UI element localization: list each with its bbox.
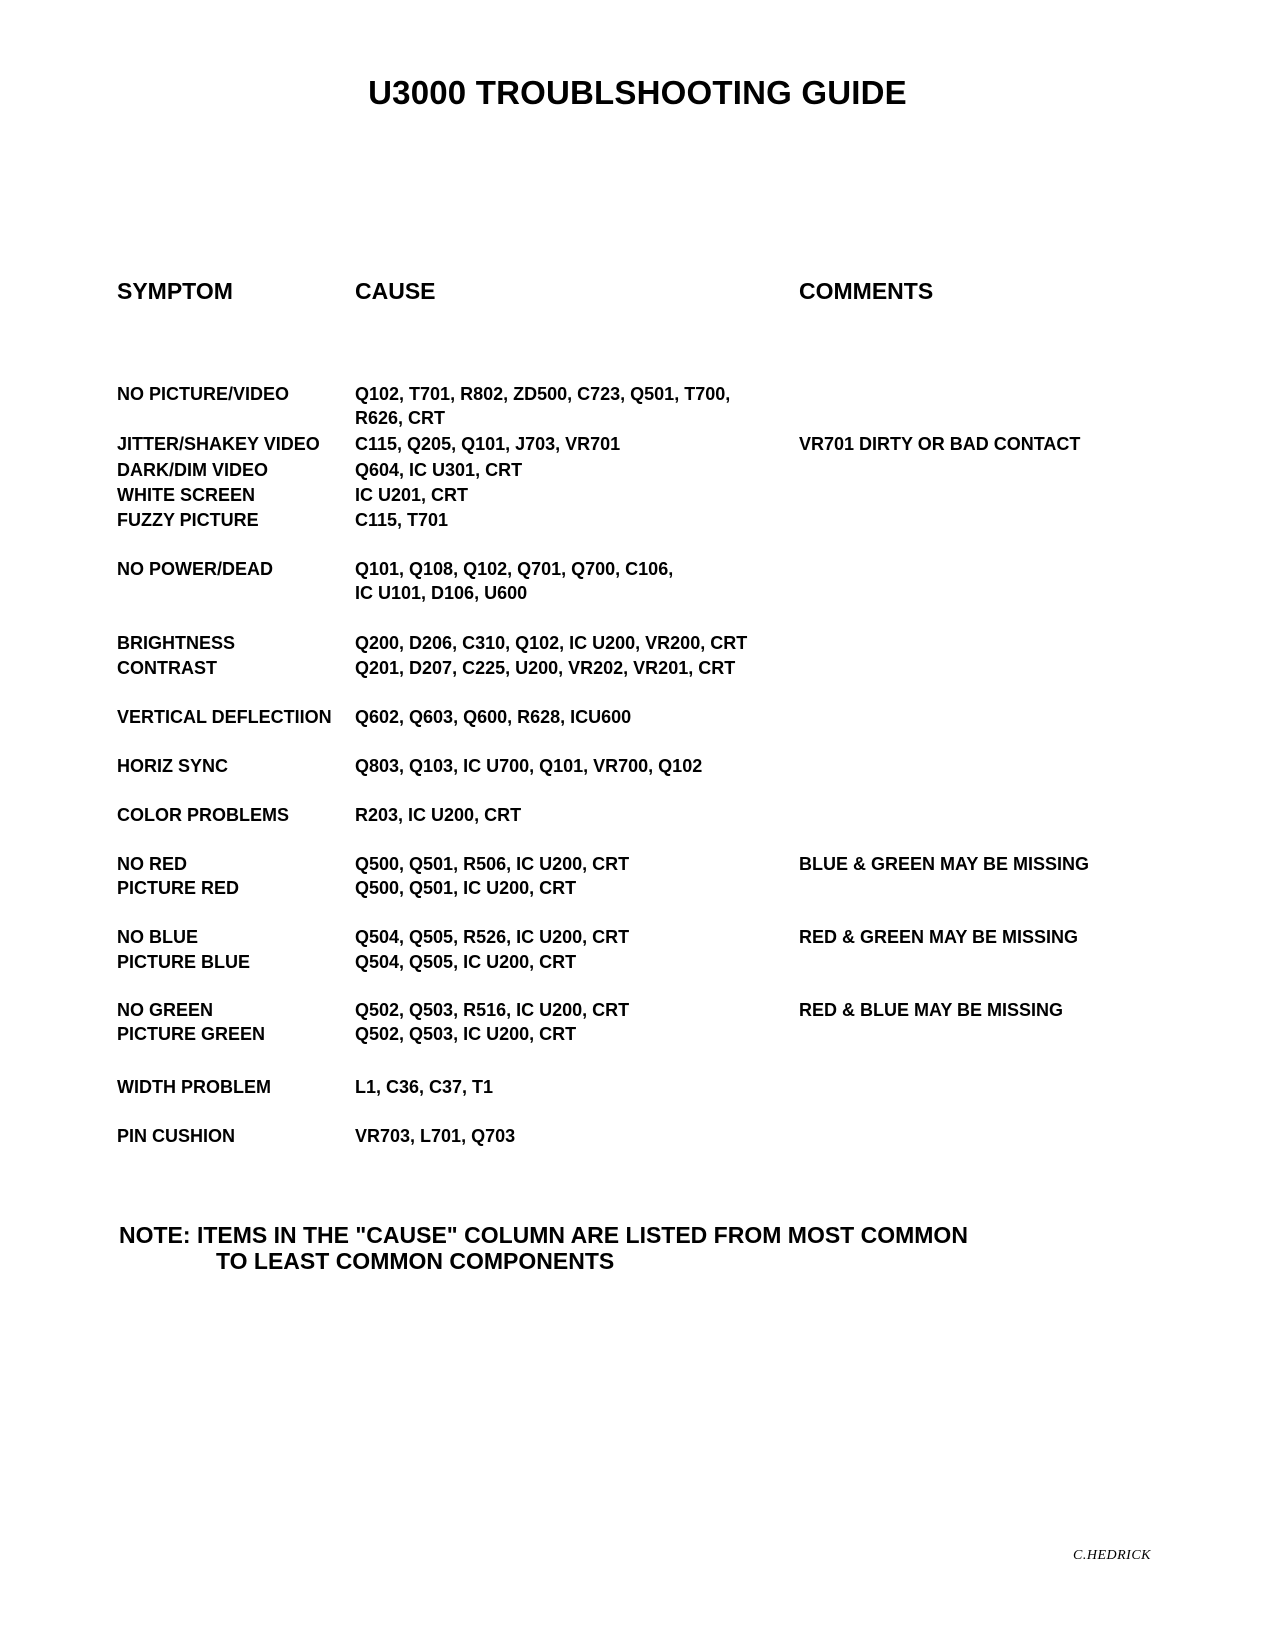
- cause-line: Q500, Q501, IC U200, CRT: [355, 878, 577, 898]
- symptom-cell: PICTURE RED: [117, 878, 240, 898]
- cause-line: Q102, T701, R802, ZD500, C723, Q501, T700,: [355, 384, 731, 404]
- cause-cell: [355, 1124, 515, 1148]
- symptom-cell: NO PICTURE/VIDEO: [117, 384, 290, 404]
- cause-line: C115, T701: [355, 510, 449, 530]
- cause-line: Q201, D207, C225, U200, VR202, VR201, CRT: [355, 658, 736, 678]
- cause-line: Q500, Q501, R506, IC U200, CRT: [355, 854, 630, 874]
- symptom-cell: PICTURE GREEN: [117, 1024, 266, 1044]
- symptom-cell: NO POWER/DEAD: [117, 559, 274, 579]
- cause-cell: [355, 1075, 493, 1099]
- cause-line: R203, IC U200, CRT: [355, 805, 522, 825]
- cause-line: Q504, Q505, R526, IC U200, CRT: [355, 927, 630, 947]
- cause-line: Q604, IC U301, CRT: [355, 460, 523, 480]
- comment-cell: RED & BLUE MAY BE MISSING: [799, 1000, 1064, 1020]
- page-title: U3000 TROUBLSHOOTING GUIDE: [368, 74, 907, 111]
- header-comments: COMMENTS: [799, 278, 934, 304]
- cause-cell: [355, 432, 620, 456]
- symptom-cell: WIDTH PROBLEM: [117, 1077, 271, 1097]
- symptom-cell: COLOR PROBLEMS: [117, 805, 290, 825]
- cause-line: Q101, Q108, Q102, Q701, Q700, C106,: [355, 559, 674, 579]
- symptom-cell: NO GREEN: [117, 1000, 214, 1020]
- cause-cell: [355, 483, 468, 507]
- cause-cell: [355, 705, 631, 729]
- cause-cell: [355, 1022, 576, 1046]
- cause-cell: [355, 925, 629, 949]
- cause-cell: [355, 998, 629, 1022]
- cause-line: Q502, Q503, IC U200, CRT: [355, 1024, 577, 1044]
- symptom-cell: BRIGHTNESS: [117, 633, 236, 653]
- cause-cell: [355, 754, 702, 778]
- footnote: [119, 1222, 968, 1274]
- footnote-line-1: NOTE: ITEMS IN THE "CAUSE" COLUMN ARE LISTED FROM MOST COMMON: [119, 1222, 968, 1248]
- header-cause: CAUSE: [355, 278, 436, 304]
- symptom-cell: HORIZ SYNC: [117, 756, 229, 776]
- cause-cell: [355, 950, 576, 974]
- cause-line: Q602, Q603, Q600, R628, ICU600: [355, 707, 632, 727]
- cause-cell: [355, 656, 735, 680]
- cause-cell: [355, 508, 448, 532]
- cause-line: Q504, Q505, IC U200, CRT: [355, 952, 577, 972]
- cause-cell: [355, 458, 522, 482]
- cause-line: IC U101, D106, U600: [355, 583, 528, 603]
- header-symptom: SYMPTOM: [117, 278, 233, 304]
- comment-cell: RED & GREEN MAY BE MISSING: [799, 927, 1079, 947]
- symptom-cell: CONTRAST: [117, 658, 217, 678]
- cause-line: C115, Q205, Q101, J703, VR701: [355, 434, 621, 454]
- symptom-cell: DARK/DIM VIDEO: [117, 460, 269, 480]
- symptom-cell: NO BLUE: [117, 927, 198, 947]
- signature: C.HEDRICK: [1073, 1548, 1151, 1563]
- cause-cell: [355, 382, 730, 430]
- cause-line: Q803, Q103, IC U700, Q101, VR700, Q102: [355, 756, 703, 776]
- cause-cell: [355, 557, 673, 605]
- cause-cell: [355, 803, 521, 827]
- cause-line: VR703, L701, Q703: [355, 1126, 516, 1146]
- cause-line: Q502, Q503, R516, IC U200, CRT: [355, 1000, 630, 1020]
- symptom-cell: PIN CUSHION: [117, 1126, 236, 1146]
- symptom-cell: NO RED: [117, 854, 188, 874]
- comment-cell: BLUE & GREEN MAY BE MISSING: [799, 854, 1090, 874]
- cause-line: R626, CRT: [355, 408, 446, 428]
- symptom-cell: WHITE SCREEN: [117, 485, 256, 505]
- footnote-line-2: TO LEAST COMMON COMPONENTS: [216, 1248, 615, 1274]
- cause-cell: [355, 876, 576, 900]
- symptom-cell: VERTICAL DEFLECTIION: [117, 707, 332, 727]
- cause-cell: [355, 631, 747, 655]
- cause-cell: [355, 852, 629, 876]
- cause-line: L1, C36, C37, T1: [355, 1077, 494, 1097]
- cause-line: IC U201, CRT: [355, 485, 469, 505]
- comment-cell: VR701 DIRTY OR BAD CONTACT: [799, 434, 1081, 454]
- symptom-cell: PICTURE BLUE: [117, 952, 251, 972]
- symptom-cell: JITTER/SHAKEY VIDEO: [117, 434, 320, 454]
- symptom-cell: FUZZY PICTURE: [117, 510, 259, 530]
- cause-line: Q200, D206, C310, Q102, IC U200, VR200, CRT: [355, 633, 748, 653]
